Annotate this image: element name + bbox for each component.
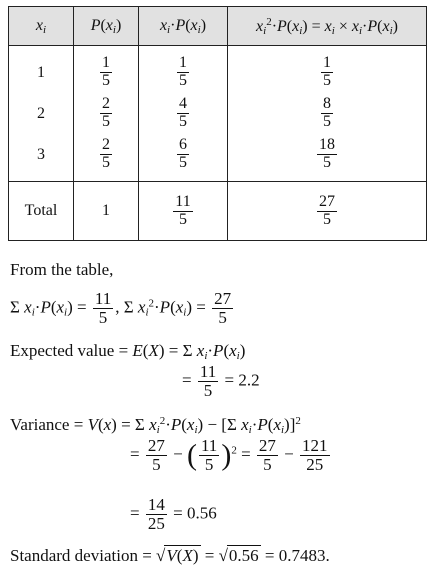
denominator: 5	[98, 307, 108, 327]
numerator: 8	[323, 95, 331, 113]
sd-label: Standard deviation	[10, 546, 138, 565]
numerator: 11	[94, 289, 112, 308]
numerator: 2	[102, 136, 110, 154]
sums-equation: Σ $x_i\cdot P(x_i)$ = $\frac{11}{5}$ , Σ $x_i^2\cdot P(x_i)$ = $\frac{27}{5}$	[10, 289, 232, 327]
variance-label: Variance	[10, 415, 70, 434]
cell-xp	[139, 134, 228, 182]
numerator: 11	[175, 192, 191, 210]
total-row	[9, 182, 427, 241]
fraction	[177, 96, 189, 131]
numerator: 11	[200, 436, 218, 455]
variance-value: 0.56	[186, 503, 217, 523]
denominator: 5	[323, 113, 331, 130]
expected-result: 2.2	[238, 370, 260, 390]
numerator: 14	[147, 495, 165, 514]
table-row	[9, 46, 427, 94]
fraction	[300, 437, 330, 474]
total-xp	[139, 182, 228, 241]
numerator: 4	[179, 95, 187, 113]
numerator: 2	[102, 95, 110, 113]
fraction	[177, 55, 189, 90]
numerator: 6	[179, 136, 187, 154]
total-x2p	[228, 182, 427, 241]
from-table-text: From the table,	[10, 260, 114, 279]
expected-value-result: = $\frac{11}{5}$ = 2.2	[182, 362, 260, 400]
numerator: 27	[319, 192, 335, 210]
fraction	[321, 96, 333, 131]
denominator: 5	[179, 113, 187, 130]
variance-step: = $\frac{27}{5}$ − ( $\frac{11}{5}$ )$^2$ = $\frac{27}{5}$ − $\frac{121}{25}$	[130, 436, 328, 474]
denominator: 5	[263, 454, 272, 474]
numerator: 1	[102, 54, 110, 72]
denominator: 5	[102, 113, 110, 130]
fraction	[199, 437, 219, 474]
header-xi: $x_i$	[9, 7, 74, 46]
cell-x2p	[228, 93, 427, 134]
denominator: 5	[204, 454, 214, 474]
numerator: 27	[258, 436, 276, 455]
numerator: 27	[147, 436, 165, 455]
fraction	[146, 437, 167, 474]
sd-radicand: 0.56	[228, 546, 259, 565]
header-pxi: $P(x_i)$	[74, 7, 139, 46]
fraction	[317, 137, 337, 172]
numerator: 27	[214, 289, 232, 308]
denominator: 5	[203, 380, 213, 400]
fraction	[100, 55, 112, 90]
fraction	[146, 496, 167, 533]
cell-x2p	[228, 46, 427, 94]
denominator: 5	[323, 72, 331, 89]
cell-xp	[139, 93, 228, 134]
expected-value-line: Expected value = E(X) = Σ $x_i\cdot P(x_i)$	[10, 341, 246, 362]
sd-result: 0.7483.	[278, 546, 330, 565]
fraction	[100, 137, 112, 172]
denominator: 5	[152, 454, 161, 474]
denominator: 5	[179, 210, 187, 228]
fraction	[317, 194, 337, 229]
header-xi2-pxi: $x_i^2\cdot P(x_i) = x_i \times x_i\cdot P(x_i)$	[228, 7, 427, 46]
cell-x2p	[228, 134, 427, 182]
denominator: 5	[218, 307, 227, 327]
fraction	[257, 437, 278, 474]
total-label: Total	[9, 182, 74, 241]
table-row	[9, 93, 427, 134]
denominator: 5	[179, 154, 187, 171]
denominator: 5	[179, 72, 187, 89]
total-p: 1	[74, 182, 139, 241]
denominator: 5	[323, 210, 331, 228]
fraction	[177, 137, 189, 172]
fraction	[100, 96, 112, 131]
cell-x: 2	[9, 93, 74, 134]
denominator: 5	[323, 154, 331, 171]
table-row	[9, 134, 427, 182]
table-header-row	[9, 7, 427, 46]
denominator: 25	[147, 513, 165, 533]
denominator: 5	[102, 154, 110, 171]
fraction	[173, 194, 192, 229]
variance-result: = $\frac{14}{25}$ = 0.56	[130, 495, 217, 533]
numerator: 1	[179, 54, 187, 72]
header-xi-pxi: $x_i\cdot P(x_i)$	[139, 7, 228, 46]
cell-p	[74, 46, 139, 94]
cell-xp	[139, 46, 228, 94]
probability-table	[8, 6, 427, 241]
cell-x: 1	[9, 46, 74, 94]
fraction	[198, 363, 218, 400]
numerator: 18	[319, 136, 335, 154]
standard-deviation-line: Standard deviation = √V(X) = √0.56 = 0.7483.	[10, 546, 330, 565]
cell-x: 3	[9, 134, 74, 182]
fraction	[93, 290, 113, 327]
denominator: 25	[306, 454, 324, 474]
fraction	[212, 290, 233, 327]
variance-line: Variance = V(x) = Σ $x_i^2\cdot P(x_i) - [\Sigma$ $x_i\cdot P(x_i)]^2$	[10, 415, 301, 436]
expected-label: Expected value	[10, 341, 115, 360]
cell-p	[74, 134, 139, 182]
fraction	[321, 55, 333, 90]
numerator: 121	[302, 436, 328, 455]
cell-p	[74, 93, 139, 134]
denominator: 5	[102, 72, 110, 89]
numerator: 1	[323, 54, 331, 72]
numerator: 11	[199, 362, 217, 381]
